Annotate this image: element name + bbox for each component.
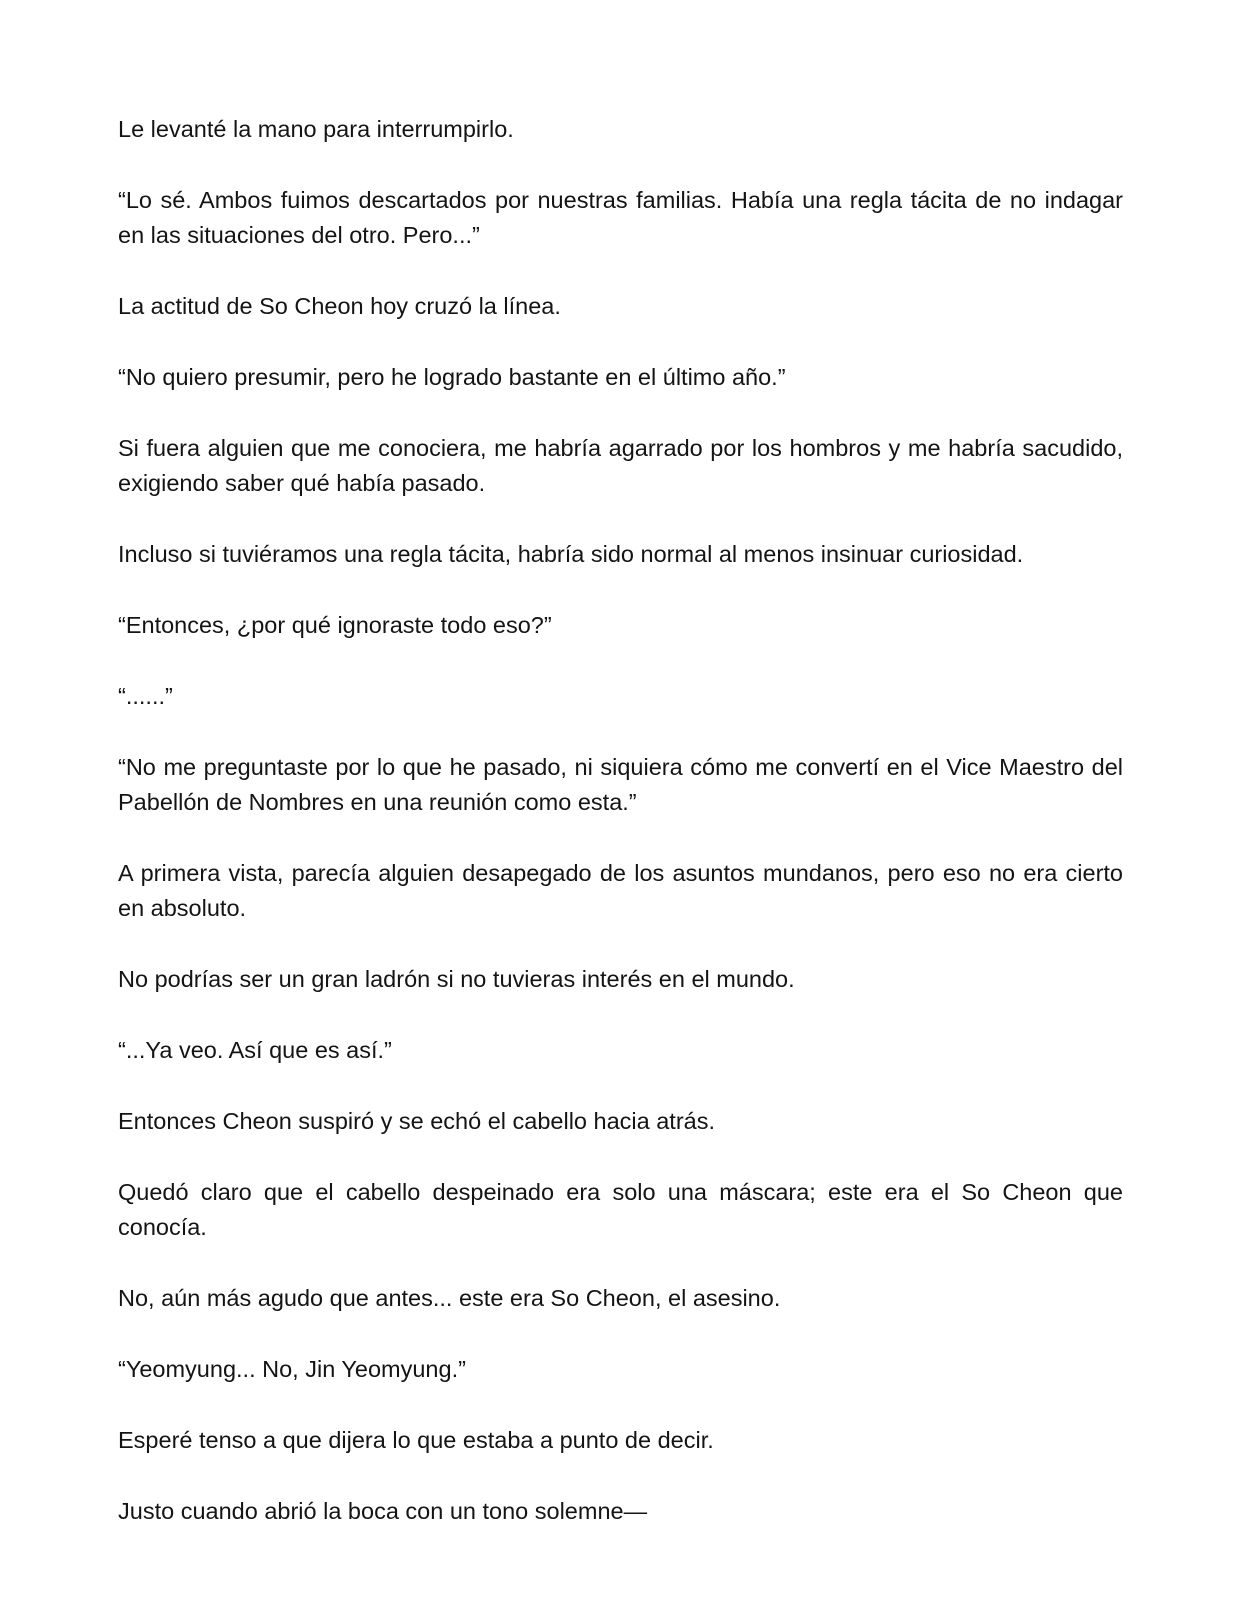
paragraph: “Yeomyung... No, Jin Yeomyung.”: [118, 1356, 466, 1382]
paragraph: “......”: [118, 683, 173, 709]
paragraph: Le levanté la mano para interrumpirlo.: [118, 116, 514, 142]
paragraph: No podrías ser un gran ladrón si no tuvieras interés en el mundo.: [118, 966, 795, 992]
paragraph: Justo cuando abrió la boca con un tono solemne—: [118, 1498, 648, 1524]
paragraph: No, aún más agudo que antes... este era So Cheon, el asesino.: [118, 1285, 781, 1311]
paragraph: “No quiero presumir, pero he logrado bastante en el último año.”: [118, 364, 786, 390]
paragraph: La actitud de So Cheon hoy cruzó la línea.: [118, 293, 561, 319]
document-body: [118, 112, 1123, 1529]
paragraph: Esperé tenso a que dijera lo que estaba a punto de decir.: [118, 1427, 714, 1453]
paragraph: A primera vista, parecía alguien desapegado de los asuntos mundanos, pero eso no era cierto en absoluto.: [118, 860, 1123, 921]
paragraph: Entonces Cheon suspiró y se echó el cabello hacia atrás.: [118, 1108, 715, 1134]
paragraph: Incluso si tuviéramos una regla tácita, habría sido normal al menos insinuar curiosidad.: [118, 541, 1024, 567]
paragraph: Quedó claro que el cabello despeinado era solo una máscara; este era el So Cheon que conocía.: [118, 1179, 1123, 1240]
paragraph: “Lo sé. Ambos fuimos descartados por nuestras familias. Había una regla tácita de no indagar en las situaciones del otro. Pero...”: [118, 187, 1123, 248]
paragraph: “Entonces, ¿por qué ignoraste todo eso?”: [118, 612, 552, 638]
paragraph: Si fuera alguien que me conociera, me habría agarrado por los hombros y me habría sacudido, exigiendo saber qué había pasado.: [118, 435, 1123, 496]
paragraph: “No me preguntaste por lo que he pasado, ni siquiera cómo me convertí en el Vice Maestro del Pabellón de Nombres en una reunión como esta.”: [118, 754, 1123, 815]
paragraph: “...Ya veo. Así que es así.”: [118, 1037, 392, 1063]
